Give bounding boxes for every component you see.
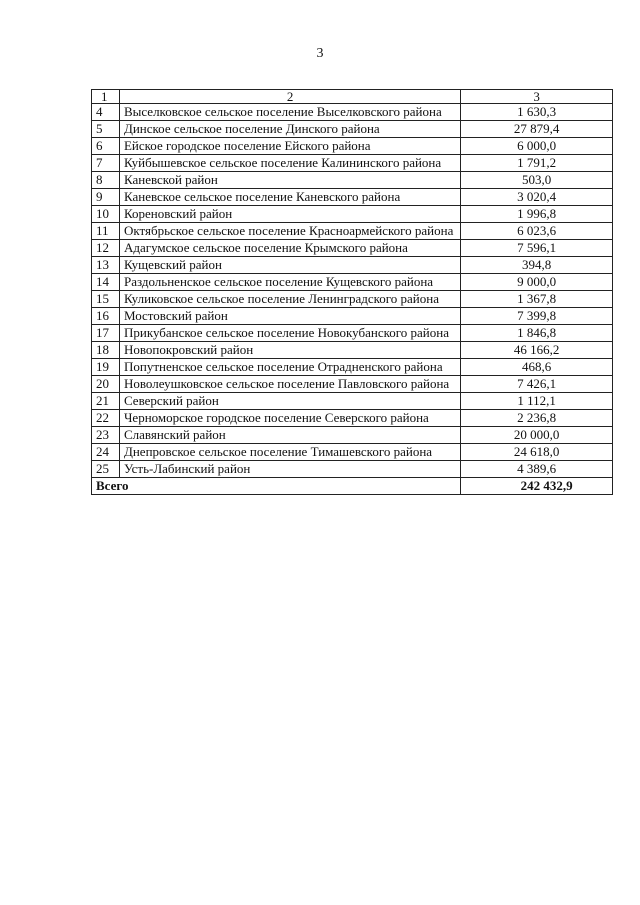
row-number: 21 <box>92 393 120 410</box>
municipality-name: Новопокровский район <box>119 342 460 359</box>
row-number: 6 <box>92 138 120 155</box>
row-number: 23 <box>92 427 120 444</box>
allocation-value: 4 389,6 <box>461 461 613 478</box>
allocation-value: 1 996,8 <box>461 206 613 223</box>
allocation-value: 46 166,2 <box>461 342 613 359</box>
allocation-value: 1 112,1 <box>461 393 613 410</box>
municipality-name: Днепровское сельское поселение Тимашевского района <box>119 444 460 461</box>
municipality-name: Кореновский район <box>119 206 460 223</box>
table-row <box>92 427 613 444</box>
row-number: 14 <box>92 274 120 291</box>
table-row <box>92 444 613 461</box>
row-number: 9 <box>92 189 120 206</box>
table-row <box>92 121 613 138</box>
table-row <box>92 172 613 189</box>
table-row <box>92 274 613 291</box>
municipality-name: Адагумское сельское поселение Крымского района <box>119 240 460 257</box>
table-row <box>92 342 613 359</box>
municipality-name: Мостовский район <box>119 308 460 325</box>
row-number: 7 <box>92 155 120 172</box>
allocation-value: 1 791,2 <box>461 155 613 172</box>
allocation-value: 503,0 <box>461 172 613 189</box>
municipality-name: Куликовское сельское поселение Ленинградского района <box>119 291 460 308</box>
municipality-name: Кущевский район <box>119 257 460 274</box>
row-number: 12 <box>92 240 120 257</box>
allocation-value: 7 596,1 <box>461 240 613 257</box>
row-number: 5 <box>92 121 120 138</box>
municipality-name: Усть-Лабинский район <box>119 461 460 478</box>
table-row <box>92 308 613 325</box>
total-row <box>92 478 613 495</box>
row-number: 16 <box>92 308 120 325</box>
table-row <box>92 376 613 393</box>
municipality-name: Попутненское сельское поселение Отрадненского района <box>119 359 460 376</box>
column-header-name: 2 <box>119 90 460 104</box>
allocation-value: 2 236,8 <box>461 410 613 427</box>
municipality-name: Октябрьское сельское поселение Красноармейского района <box>119 223 460 240</box>
row-number: 25 <box>92 461 120 478</box>
municipality-name: Каневской район <box>119 172 460 189</box>
allocation-value: 394,8 <box>461 257 613 274</box>
municipality-name: Славянский район <box>119 427 460 444</box>
row-number: 19 <box>92 359 120 376</box>
municipality-name: Черноморское городское поселение Северского района <box>119 410 460 427</box>
table-row <box>92 461 613 478</box>
allocation-value: 7 399,8 <box>461 308 613 325</box>
table-row <box>92 223 613 240</box>
allocation-value: 7 426,1 <box>461 376 613 393</box>
row-number: 8 <box>92 172 120 189</box>
allocation-value: 6 023,6 <box>461 223 613 240</box>
allocation-value: 1 367,8 <box>461 291 613 308</box>
allocation-value: 468,6 <box>461 359 613 376</box>
allocation-value: 27 879,4 <box>461 121 613 138</box>
row-number: 11 <box>92 223 120 240</box>
table-row <box>92 155 613 172</box>
municipality-name: Прикубанское сельское поселение Новокубанского района <box>119 325 460 342</box>
row-number: 13 <box>92 257 120 274</box>
row-number: 17 <box>92 325 120 342</box>
table-row <box>92 325 613 342</box>
table-row <box>92 104 613 121</box>
row-number: 20 <box>92 376 120 393</box>
row-number: 4 <box>92 104 120 121</box>
municipality-name: Куйбышевское сельское поселение Калининского района <box>119 155 460 172</box>
page-number: 3 <box>316 46 324 61</box>
municipality-name: Северский район <box>119 393 460 410</box>
municipality-name: Ейское городское поселение Ейского района <box>119 138 460 155</box>
table-row <box>92 410 613 427</box>
municipality-name: Новолеушковское сельское поселение Павловского района <box>119 376 460 393</box>
allocation-value: 1 846,8 <box>461 325 613 342</box>
column-header-number: 1 <box>92 90 120 104</box>
allocation-value: 6 000,0 <box>461 138 613 155</box>
municipality-name: Раздольненское сельское поселение Кущевского района <box>119 274 460 291</box>
municipality-name: Динское сельское поселение Динского района <box>119 121 460 138</box>
row-number: 10 <box>92 206 120 223</box>
allocation-value: 1 630,3 <box>461 104 613 121</box>
table-row <box>92 359 613 376</box>
row-number: 15 <box>92 291 120 308</box>
row-number: 24 <box>92 444 120 461</box>
allocation-table <box>91 89 613 495</box>
table-header-row <box>92 90 613 104</box>
allocation-value: 3 020,4 <box>461 189 613 206</box>
municipality-name: Каневское сельское поселение Каневского района <box>119 189 460 206</box>
table-row <box>92 189 613 206</box>
table-row <box>92 206 613 223</box>
table-row <box>92 240 613 257</box>
column-header-value: 3 <box>461 90 613 104</box>
table-row <box>92 393 613 410</box>
row-number: 18 <box>92 342 120 359</box>
municipality-name: Выселковское сельское поселение Выселковского района <box>119 104 460 121</box>
table-row <box>92 138 613 155</box>
total-value: 242 432,9 <box>461 478 613 495</box>
allocation-value: 24 618,0 <box>461 444 613 461</box>
row-number: 22 <box>92 410 120 427</box>
allocation-value: 20 000,0 <box>461 427 613 444</box>
total-label: Всего <box>92 478 461 495</box>
table-row <box>92 291 613 308</box>
table-row <box>92 257 613 274</box>
allocation-value: 9 000,0 <box>461 274 613 291</box>
